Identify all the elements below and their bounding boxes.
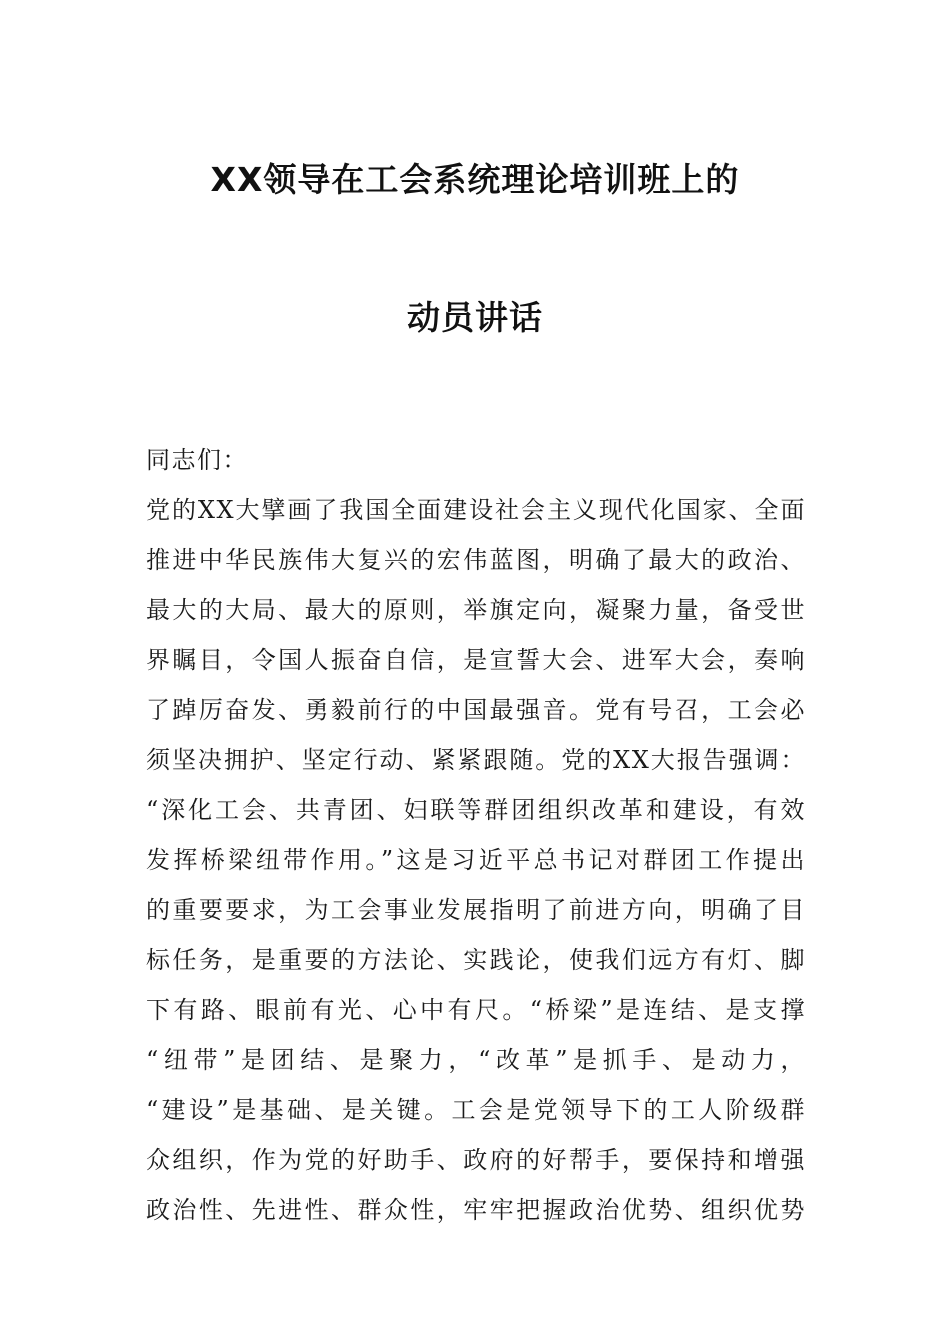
salutation: 同志们： — [146, 446, 248, 474]
body-line: 党的XX大擘画了我国全面建设社会主义现代化国家、全面 — [146, 496, 806, 524]
body-line: 政治性、先进性、群众性，牢牢把握政治优势、组织优势 — [146, 1196, 806, 1224]
body-line: 标任务，是重要的方法论、实践论，使我们远方有灯、脚 — [146, 946, 806, 974]
body-line: “纽带”是团结、是聚力，“改革”是抓手、是动力， — [146, 1046, 806, 1074]
body-line: 须坚决拥护、坚定行动、紧紧跟随。党的XX大报告强调： — [146, 746, 806, 774]
document-title-line-1: XX领导在工会系统理论培训班上的 — [210, 160, 740, 199]
body-line: 发挥桥梁纽带作用。”这是习近平总书记对群团工作提出 — [146, 846, 806, 874]
document-title-line-2: 动员讲话 — [407, 298, 543, 337]
body-line: “深化工会、共青团、妇联等群团组织改革和建设，有效 — [146, 796, 806, 824]
body-line: 下有路、眼前有光、心中有尺。“桥梁”是连结、是支撑 — [146, 996, 806, 1024]
body-line: 推进中华民族伟大复兴的宏伟蓝图，明确了最大的政治、 — [146, 546, 806, 574]
body-line: 的重要要求，为工会事业发展指明了前进方向，明确了目 — [146, 896, 806, 924]
body-line: 众组织，作为党的好助手、政府的好帮手，要保持和增强 — [146, 1146, 806, 1174]
body-line: 了踔厉奋发、勇毅前行的中国最强音。党有号召，工会必 — [146, 696, 806, 724]
document-body — [146, 435, 806, 1235]
body-line: “建设”是基础、是关键。工会是党领导下的工人阶级群 — [146, 1096, 806, 1124]
body-line: 界瞩目，令国人振奋自信，是宣誓大会、进军大会，奏响 — [146, 646, 806, 674]
body-line: 最大的大局、最大的原则，举旗定向，凝聚力量，备受世 — [146, 596, 806, 624]
